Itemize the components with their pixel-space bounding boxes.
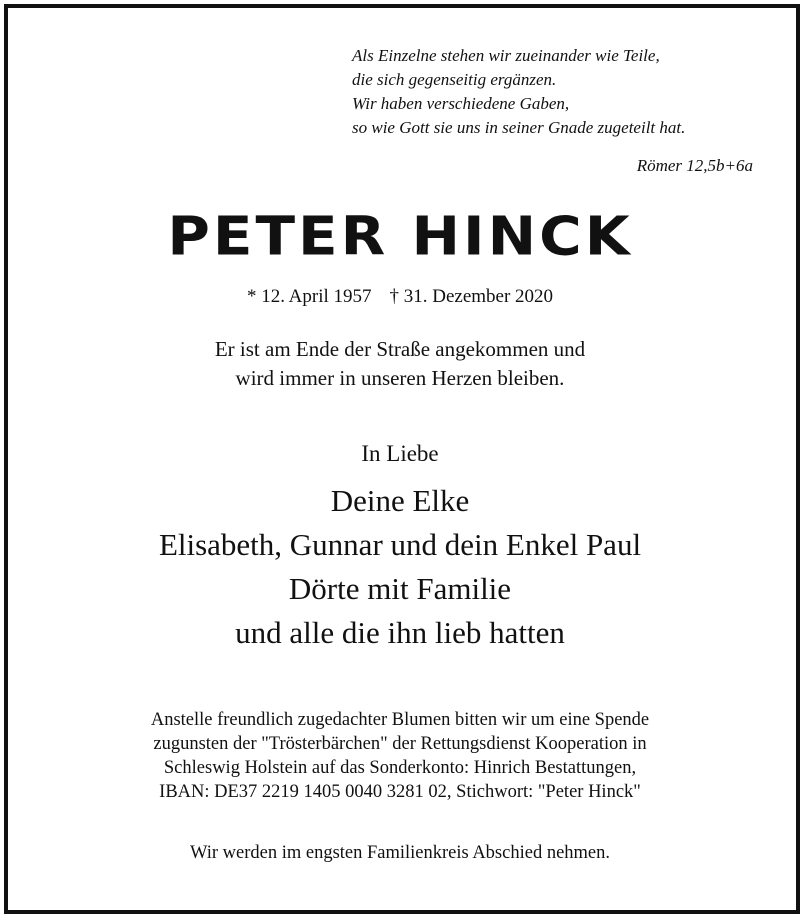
verse-reference: Römer 12,5b+6a: [636, 156, 753, 175]
donation-line: zugunsten der "Trösterbärchen" der Rettungsdienst Kooperation in: [153, 734, 647, 754]
verse-line: Wir haben verschiedene Gaben,: [352, 94, 570, 113]
mourner-name: Elisabeth, Gunnar und dein Enkel Paul: [158, 527, 642, 562]
verse-line: die sich gegenseitig ergänzen.: [352, 70, 557, 89]
donation-line: Anstelle freundlich zugedachter Blumen bitten wir um eine Spende: [150, 710, 650, 730]
bible-verse: [352, 44, 772, 140]
tribute-line: Er ist am Ende der Straße angekommen und: [214, 337, 586, 361]
mourner-name: Deine Elke: [330, 483, 470, 518]
mourner-name: Dörte mit Familie: [288, 571, 512, 606]
closing-note: Wir werden im engsten Familienkreis Abschied nehmen.: [189, 843, 611, 863]
in-love-intro: In Liebe: [361, 441, 439, 466]
donation-request: [0, 708, 800, 804]
mourner-name: und alle die ihn lieb hatten: [235, 615, 565, 650]
verse-line: Als Einzelne stehen wir zueinander wie Teile,: [352, 46, 660, 65]
birth-date: * 12. April 1957: [246, 286, 372, 307]
verse-line: so wie Gott sie uns in seiner Gnade zugeteilt hat.: [352, 118, 686, 137]
life-dates: [0, 284, 800, 310]
donation-line: Schleswig Holstein auf das Sonderkonto: Hinrich Bestattungen,: [163, 758, 637, 778]
donation-line: IBAN: DE37 2219 1405 0040 3281 02, Stichwort: "Peter Hinck": [159, 782, 641, 802]
mourners-list: [0, 479, 800, 655]
death-date: † 31. Dezember 2020: [389, 286, 554, 307]
tribute-line: wird immer in unseren Herzen bleiben.: [235, 366, 565, 390]
deceased-name: PETER HINCK: [167, 204, 633, 268]
tribute-text: [0, 335, 800, 393]
